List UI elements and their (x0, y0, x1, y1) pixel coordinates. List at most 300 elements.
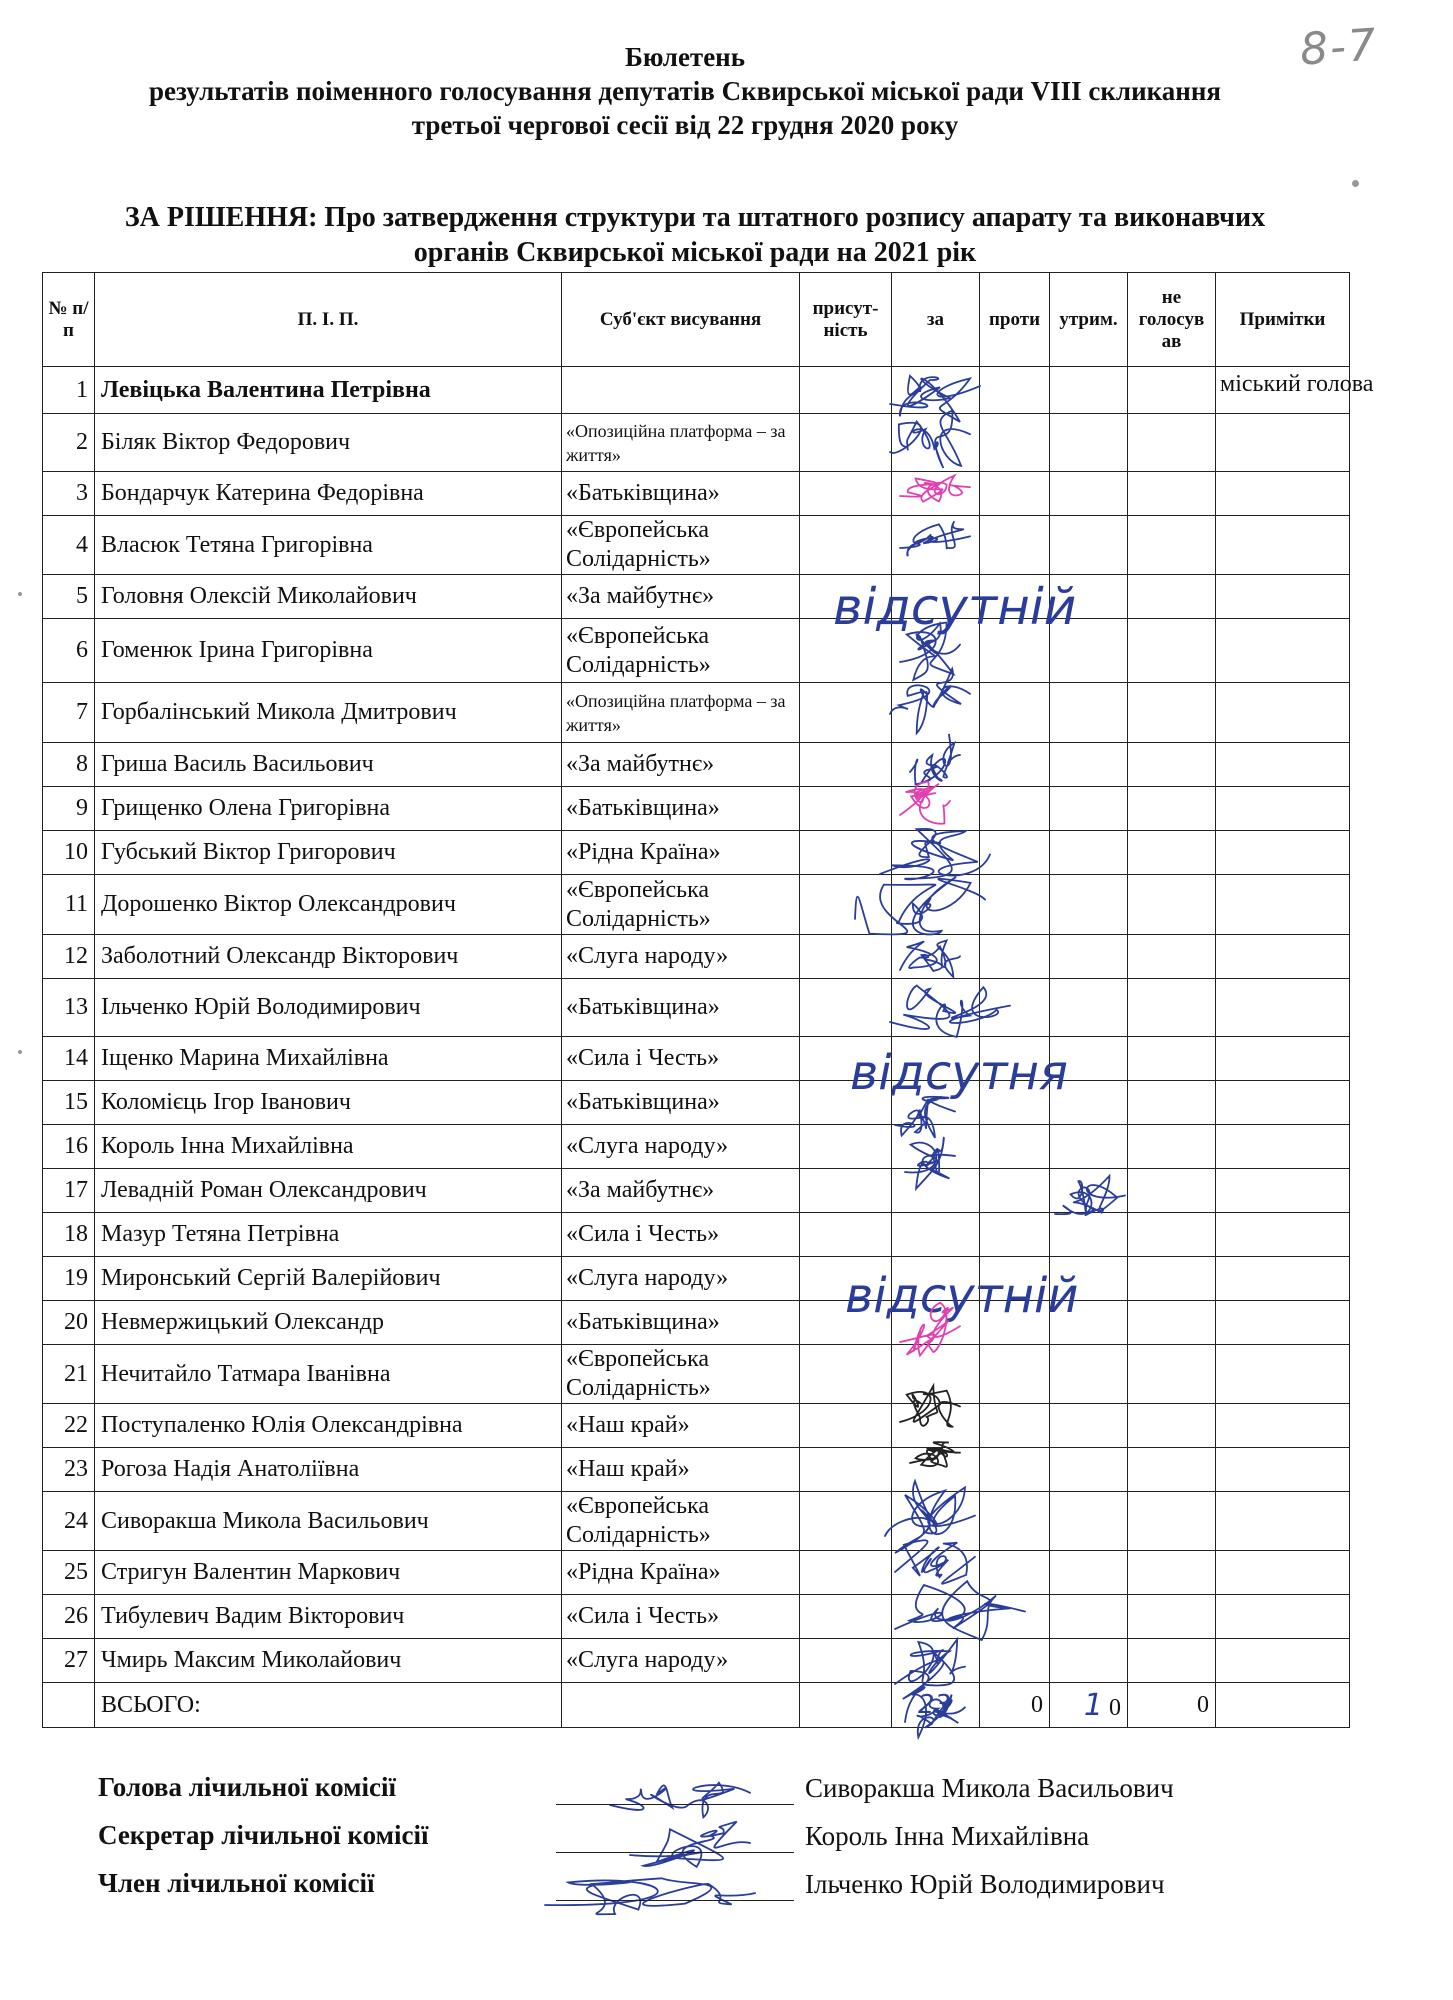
notes-cell (1216, 516, 1350, 575)
for-cell (892, 1345, 980, 1404)
abstain-cell (1050, 1492, 1128, 1551)
nominating-party: «Слуга народу» (562, 935, 800, 979)
notes-cell (1216, 979, 1350, 1037)
row-number: 5 (43, 575, 95, 619)
nominating-party: «За майбутнє» (562, 1169, 800, 1213)
for-cell (892, 516, 980, 575)
handwritten-signature (630, 1822, 750, 1867)
notes-cell (1216, 1345, 1350, 1404)
nominating-party: «Сила і Честь» (562, 1595, 800, 1639)
not-voted-cell (1128, 875, 1216, 935)
against-cell (980, 575, 1050, 619)
row-number: 25 (43, 1551, 95, 1595)
for-cell (892, 1037, 980, 1081)
not-voted-cell (1128, 1037, 1216, 1081)
not-voted-cell (1128, 743, 1216, 787)
deputy-name: Бондарчук Катерина Федорівна (95, 472, 562, 516)
handwritten-signature (610, 1783, 750, 1818)
totals-for: 23 (892, 1683, 980, 1728)
not-voted-cell (1128, 414, 1216, 472)
row-number: 12 (43, 935, 95, 979)
table-row (43, 979, 1350, 1037)
totals-abstain-cell (1050, 1683, 1128, 1728)
totals-abstain-handwritten: 1 (1083, 1687, 1103, 1723)
abstain-cell (1050, 1213, 1128, 1257)
not-voted-cell (1128, 1169, 1216, 1213)
abstain-cell (1050, 619, 1128, 683)
row-number: 26 (43, 1595, 95, 1639)
deputy-name: Власюк Тетяна Григорівна (95, 516, 562, 575)
col-header-party: Суб'єкт висування (562, 273, 800, 367)
present-cell (800, 1448, 892, 1492)
row-number: 13 (43, 979, 95, 1037)
notes-cell (1216, 619, 1350, 683)
col-header-against: проти (980, 273, 1050, 367)
row-number: 10 (43, 831, 95, 875)
deputy-name: Дорошенко Віктор Олександрович (95, 875, 562, 935)
nominating-party: «За майбутнє» (562, 743, 800, 787)
col-header-name: П. І. П. (95, 273, 562, 367)
table-row (43, 1492, 1350, 1551)
for-cell (892, 787, 980, 831)
decision-title (40, 200, 1350, 270)
present-cell (800, 1169, 892, 1213)
against-cell (980, 1301, 1050, 1345)
nominating-party: «Батьківщина» (562, 1081, 800, 1125)
deputy-name: Коломієць Ігор Іванович (95, 1081, 562, 1125)
for-cell (892, 1081, 980, 1125)
commission-chair-name: Сиворакша Микола Васильович (805, 1773, 1174, 1803)
scan-speck (18, 592, 22, 596)
against-cell (980, 875, 1050, 935)
notes-cell (1216, 683, 1350, 743)
for-cell (892, 875, 980, 935)
abstain-cell (1050, 875, 1128, 935)
abstain-cell (1050, 1301, 1128, 1345)
not-voted-cell (1128, 516, 1216, 575)
against-cell (980, 787, 1050, 831)
row-number: 17 (43, 1169, 95, 1213)
table-row (43, 1551, 1350, 1595)
notes-cell (1216, 1037, 1350, 1081)
col-header-not-voted: не голосув ав (1128, 273, 1216, 367)
not-voted-cell (1128, 1213, 1216, 1257)
row-number: 6 (43, 619, 95, 683)
totals-party-cell (562, 1683, 800, 1728)
row-number: 20 (43, 1301, 95, 1345)
nominating-party: «Наш край» (562, 1448, 800, 1492)
abstain-cell (1050, 743, 1128, 787)
notes-cell (1216, 575, 1350, 619)
row-number: 7 (43, 683, 95, 743)
not-voted-cell (1128, 831, 1216, 875)
not-voted-cell (1128, 1257, 1216, 1301)
table-row (43, 472, 1350, 516)
not-voted-cell (1128, 1595, 1216, 1639)
commission-secretary-role: Секретар лічильної комісії (98, 1820, 429, 1850)
against-cell (980, 619, 1050, 683)
not-voted-cell (1128, 1345, 1216, 1404)
document-header (40, 40, 1330, 142)
notes-cell (1216, 1404, 1350, 1448)
for-cell (892, 1551, 980, 1595)
for-cell (892, 979, 980, 1037)
scan-speck (18, 1050, 22, 1054)
against-cell (980, 935, 1050, 979)
nominating-party: «Сила і Честь» (562, 1037, 800, 1081)
present-cell (800, 1257, 892, 1301)
present-cell (800, 414, 892, 472)
row-number: 2 (43, 414, 95, 472)
decision-line-1: ЗА РІШЕННЯ: Про затвердження структури та штатного розпису апарату та виконавчих (124, 202, 1266, 233)
not-voted-cell (1128, 935, 1216, 979)
not-voted-cell (1128, 683, 1216, 743)
col-header-notes: Примітки (1216, 273, 1350, 367)
against-cell (980, 1639, 1050, 1683)
table-row (43, 831, 1350, 875)
nominating-party: «Європейська Солідарність» (562, 1492, 800, 1551)
not-voted-cell (1128, 1301, 1216, 1345)
present-cell (800, 472, 892, 516)
abstain-cell (1050, 979, 1128, 1037)
table-row (43, 1639, 1350, 1683)
present-cell (800, 875, 892, 935)
row-number: 19 (43, 1257, 95, 1301)
notes-cell (1216, 1551, 1350, 1595)
row-number: 1 (43, 367, 95, 414)
table-row (43, 1257, 1350, 1301)
deputy-name: Левадній Роман Олександрович (95, 1169, 562, 1213)
deputy-name: Ільченко Юрій Володимирович (95, 979, 562, 1037)
not-voted-cell (1128, 979, 1216, 1037)
notes-cell: міський голова (1216, 367, 1350, 414)
nominating-party: «Слуга народу» (562, 1639, 800, 1683)
totals-label: ВСЬОГО: (95, 1683, 562, 1728)
notes-cell (1216, 875, 1350, 935)
notes-cell (1216, 1257, 1350, 1301)
abstain-cell (1050, 575, 1128, 619)
notes-cell (1216, 1081, 1350, 1125)
present-cell (800, 1301, 892, 1345)
present-cell (800, 979, 892, 1037)
for-cell (892, 1639, 980, 1683)
against-cell (980, 1595, 1050, 1639)
against-cell (980, 1081, 1050, 1125)
decision-line-2: органів Сквирської міської ради на 2021 рік (413, 237, 977, 268)
nominating-party: «За майбутнє» (562, 575, 800, 619)
notes-cell (1216, 743, 1350, 787)
row-number: 11 (43, 875, 95, 935)
table-row (43, 743, 1350, 787)
not-voted-cell (1128, 1081, 1216, 1125)
deputy-name: Миронський Сергій Валерійович (95, 1257, 562, 1301)
col-header-num: № п/п (43, 273, 95, 367)
commission-member-role: Член лічильної комісії (98, 1868, 375, 1898)
against-cell (980, 516, 1050, 575)
nominating-party: «Слуга народу» (562, 1125, 800, 1169)
not-voted-cell (1128, 619, 1216, 683)
session-line: третьої чергової сесії від 22 грудня 2020 року (411, 110, 959, 140)
deputy-name: Мазур Тетяна Петрівна (95, 1213, 562, 1257)
row-number: 18 (43, 1213, 95, 1257)
nominating-party: «Опозиційна платформа – за життя» (562, 683, 800, 743)
for-cell (892, 935, 980, 979)
nominating-party (562, 367, 800, 414)
row-number: 15 (43, 1081, 95, 1125)
nominating-party: «Опозиційна платформа – за життя» (562, 414, 800, 472)
nominating-party: «Європейська Солідарність» (562, 619, 800, 683)
deputy-name: Заболотний Олександр Вікторович (95, 935, 562, 979)
col-header-abstain: утрим. (1050, 273, 1128, 367)
present-cell (800, 1404, 892, 1448)
abstain-cell (1050, 516, 1128, 575)
nominating-party: «Європейська Солідарність» (562, 1345, 800, 1404)
table-row (43, 414, 1350, 472)
not-voted-cell (1128, 367, 1216, 414)
table-row (43, 875, 1350, 935)
sig-line-member (556, 1900, 794, 1901)
deputy-name: Невмержицький Олександр (95, 1301, 562, 1345)
for-cell (892, 1213, 980, 1257)
row-number: 21 (43, 1345, 95, 1404)
deputy-name: Гриша Василь Васильович (95, 743, 562, 787)
abstain-cell (1050, 935, 1128, 979)
not-voted-cell (1128, 472, 1216, 516)
for-cell (892, 1492, 980, 1551)
abstain-cell (1050, 683, 1128, 743)
totals-abstain-printed: 0 (1109, 1694, 1121, 1721)
sig-line-chair (556, 1804, 794, 1805)
for-cell (892, 1257, 980, 1301)
not-voted-cell (1128, 1492, 1216, 1551)
absent-note-row14: відсутня (850, 1045, 1068, 1101)
present-cell (800, 683, 892, 743)
against-cell (980, 1551, 1050, 1595)
not-voted-cell (1128, 1639, 1216, 1683)
present-cell (800, 575, 892, 619)
table-row (43, 1345, 1350, 1404)
against-cell (980, 1037, 1050, 1081)
nominating-party: «Слуга народу» (562, 1257, 800, 1301)
bulletin-title: Бюлетень (624, 42, 746, 72)
deputy-name: Біляк Віктор Федорович (95, 414, 562, 472)
for-cell (892, 1404, 980, 1448)
deputy-name: Сиворакша Микола Васильович (95, 1492, 562, 1551)
table-row (43, 787, 1350, 831)
row-number: 9 (43, 787, 95, 831)
absent-note-row5: відсутній (833, 578, 1077, 636)
abstain-cell (1050, 1551, 1128, 1595)
deputy-name: Левіцька Валентина Петрівна (95, 367, 562, 414)
commission-secretary-name: Король Інна Михайлівна (805, 1821, 1090, 1851)
nominating-party: «Сила і Честь» (562, 1213, 800, 1257)
against-cell (980, 683, 1050, 743)
notes-cell (1216, 831, 1350, 875)
table-row (43, 935, 1350, 979)
for-cell (892, 619, 980, 683)
commission-chair-role: Голова лічильної комісії (98, 1772, 396, 1802)
table-row (43, 1169, 1350, 1213)
not-voted-cell (1128, 1125, 1216, 1169)
abstain-cell (1050, 472, 1128, 516)
against-cell (980, 1125, 1050, 1169)
abstain-cell (1050, 1448, 1128, 1492)
deputy-name: Поступаленко Юлія Олександрівна (95, 1404, 562, 1448)
abstain-cell (1050, 1169, 1128, 1213)
present-cell (800, 1639, 892, 1683)
handwritten-signature (545, 1878, 755, 1914)
abstain-cell (1050, 831, 1128, 875)
table-row (43, 1301, 1350, 1345)
present-cell (800, 1037, 892, 1081)
notes-cell (1216, 1448, 1350, 1492)
scan-speck (1352, 180, 1359, 187)
absent-note-row19: відсутній (845, 1268, 1079, 1324)
against-cell (980, 831, 1050, 875)
against-cell (980, 1448, 1050, 1492)
abstain-cell (1050, 414, 1128, 472)
row-number: 24 (43, 1492, 95, 1551)
for-cell (892, 1448, 980, 1492)
against-cell (980, 414, 1050, 472)
table-row (43, 367, 1350, 414)
deputy-name: Головня Олексій Миколайович (95, 575, 562, 619)
against-cell (980, 1404, 1050, 1448)
totals-present-cell (800, 1683, 892, 1728)
nominating-party: «Європейська Солідарність» (562, 875, 800, 935)
for-cell (892, 414, 980, 472)
against-cell (980, 979, 1050, 1037)
table-row (43, 516, 1350, 575)
notes-cell (1216, 1301, 1350, 1345)
present-cell (800, 1551, 892, 1595)
col-header-for: за (892, 273, 980, 367)
abstain-cell (1050, 1345, 1128, 1404)
present-cell (800, 787, 892, 831)
present-cell (800, 1125, 892, 1169)
against-cell (980, 472, 1050, 516)
deputy-name: Рогоза Надія Анатоліївна (95, 1448, 562, 1492)
totals-against: 0 (980, 1683, 1050, 1728)
not-voted-cell (1128, 575, 1216, 619)
for-cell (892, 1169, 980, 1213)
against-cell (980, 743, 1050, 787)
for-cell (892, 575, 980, 619)
row-number: 14 (43, 1037, 95, 1081)
abstain-cell (1050, 787, 1128, 831)
present-cell (800, 1213, 892, 1257)
totals-notes-cell (1216, 1683, 1350, 1728)
present-cell (800, 1492, 892, 1551)
deputy-name: Нечитайло Татмара Іванівна (95, 1345, 562, 1404)
abstain-cell (1050, 1404, 1128, 1448)
abstain-cell (1050, 367, 1128, 414)
nominating-party: «Європейська Солідарність» (562, 516, 800, 575)
for-cell (892, 1125, 980, 1169)
nominating-party: «Батьківщина» (562, 472, 800, 516)
abstain-cell (1050, 1125, 1128, 1169)
present-cell (800, 1595, 892, 1639)
abstain-cell (1050, 1081, 1128, 1125)
against-cell (980, 1169, 1050, 1213)
present-cell (800, 831, 892, 875)
deputy-name: Чмирь Максим Миколайович (95, 1639, 562, 1683)
for-cell (892, 1301, 980, 1345)
sig-line-secretary (556, 1852, 794, 1853)
abstain-cell (1050, 1037, 1128, 1081)
totals-num-cell (43, 1683, 95, 1728)
for-cell (892, 1595, 980, 1639)
for-cell (892, 683, 980, 743)
abstain-cell (1050, 1595, 1128, 1639)
for-cell (892, 743, 980, 787)
table-row (43, 575, 1350, 619)
not-voted-cell (1128, 787, 1216, 831)
table-row (43, 683, 1350, 743)
row-number: 8 (43, 743, 95, 787)
table-row (43, 619, 1350, 683)
present-cell (800, 935, 892, 979)
nominating-party: «Наш край» (562, 1404, 800, 1448)
table-row (43, 1125, 1350, 1169)
table-row (43, 1595, 1350, 1639)
against-cell (980, 367, 1050, 414)
not-voted-cell (1128, 1404, 1216, 1448)
for-cell (892, 472, 980, 516)
abstain-cell (1050, 1257, 1128, 1301)
notes-cell (1216, 935, 1350, 979)
col-header-present: присут-ність (800, 273, 892, 367)
present-cell (800, 367, 892, 414)
notes-cell (1216, 1639, 1350, 1683)
nominating-party: «Рідна Країна» (562, 831, 800, 875)
present-cell (800, 1345, 892, 1404)
notes-cell (1216, 472, 1350, 516)
abstain-cell (1050, 1639, 1128, 1683)
nominating-party: «Батьківщина» (562, 787, 800, 831)
notes-cell (1216, 1595, 1350, 1639)
present-cell (800, 743, 892, 787)
table-row (43, 1037, 1350, 1081)
row-number: 23 (43, 1448, 95, 1492)
row-number: 22 (43, 1404, 95, 1448)
bulletin-subtitle: результатів поіменного голосування депутатів Сквирської міської ради VIII скликання (148, 76, 1222, 106)
deputy-name: Тибулевич Вадим Вікторович (95, 1595, 562, 1639)
row-number: 3 (43, 472, 95, 516)
notes-cell (1216, 1125, 1350, 1169)
vote-table (42, 272, 1374, 1728)
notes-cell (1216, 1492, 1350, 1551)
nominating-party: «Батьківщина» (562, 1301, 800, 1345)
row-number: 16 (43, 1125, 95, 1169)
row-number: 4 (43, 516, 95, 575)
table-row (43, 1448, 1350, 1492)
against-cell (980, 1213, 1050, 1257)
totals-not-voted: 0 (1128, 1683, 1216, 1728)
notes-cell (1216, 414, 1350, 472)
present-cell (800, 516, 892, 575)
deputy-name: Стригун Валентин Маркович (95, 1551, 562, 1595)
table-row (43, 1081, 1350, 1125)
row-number: 27 (43, 1639, 95, 1683)
notes-cell (1216, 1169, 1350, 1213)
corner-handwritten-note: 8-7 (1298, 19, 1380, 76)
against-cell (980, 1257, 1050, 1301)
nominating-party: «Рідна Країна» (562, 1551, 800, 1595)
not-voted-cell (1128, 1448, 1216, 1492)
notes-cell (1216, 787, 1350, 831)
nominating-party: «Батьківщина» (562, 979, 800, 1037)
